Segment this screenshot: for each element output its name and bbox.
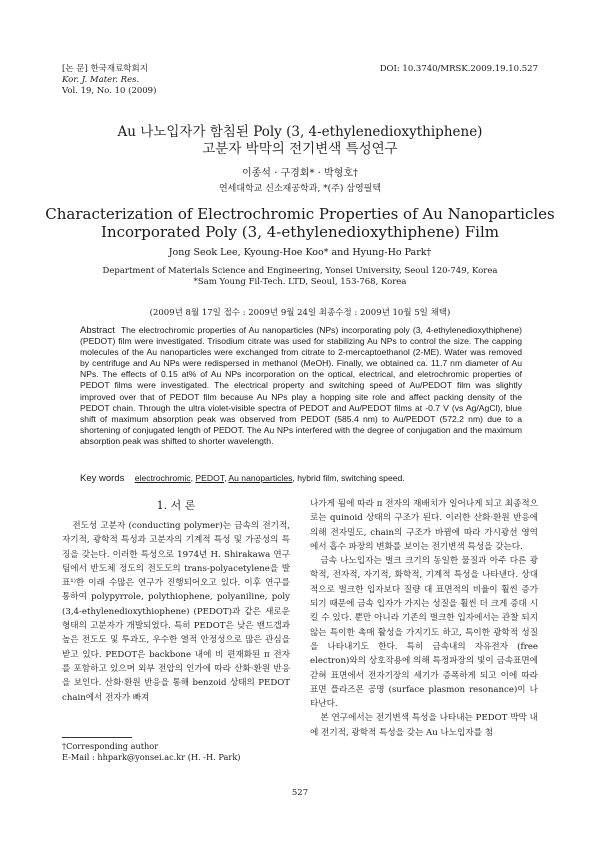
- title-korean: [0, 124, 600, 158]
- affiliation-english-line2: *Sam Young Fil-Tech. LTD, Seoul, 153-768, Korea: [193, 277, 407, 287]
- title-korean-line2: 고분자 박막의 전기변색 특성연구: [202, 141, 398, 157]
- title-english-line2: Incorporated Poly (3, 4-ethylenedioxythiphene) Film: [101, 223, 499, 241]
- keywords-rest: , hybrid film, switching speed.: [292, 473, 405, 483]
- doi: DOI: 10.3740/MRSK.2009.19.10.527: [379, 64, 538, 74]
- abstract-text: The electrochromic properties of Au nanoparticles (NPs) incorporating poly (3, 4-ethylenedioxythiphene) (PEDOT) film were investigated. Trisodium citrate was used for stabilizing Au NPs to control the size. The capping molecules of the Au nanoparticles were exchanged from citrate to 2-mercaptoethanol (2-ME). Water was removed by centrifuge and Au NPs were redispersed in methanol (MeOH). Finally, we obtained ca. 11.7 nm diameter of Au NPs. The effects of 0.15 at% of Au NPs incorporation on the optical, electrical, and eletrochromic properties of PEDOT films were investigated. The electrical property and switching speed of Au/PEDOT film was slightly improved over that of PEDOT film because Au NPs play a hopping site role and affect packing density of the PEDOT chain. Through the ultra violet-visible spectra of PEDOT and Au/PEDOT films at -0.7 V (vs Ag/AgCl), blue shift of maximum absorption peak was observed from PEDOT (585.4 nm) to Au/PEDOT (572.2 nm) due to a shortening of conjugated length of PEDOT. The Au NPs interfered with the degree of conjugation and the maximum absorption peak was shifted to shorter wavelength.: [80, 325, 522, 446]
- paragraph: 나가게 됨에 따라 π 전자의 재배치가 일어나게 되고 최종적으로는 quinoid 상태의 구조가 된다. 이러한 산화·환원 반응에 의해 전자밀도, chain의 구조가 바뀜에 따라 가시광선 영역에서 흡수 파장의 변화를 보이는 전기변색 특성을 갖는다.: [310, 499, 538, 552]
- affiliation-korean: 연세대학교 신소재공학과, *(주) 삼영필텍: [218, 184, 382, 194]
- authors-english: Jong Seok Lee, Kyoung-Hoe Koo* and Hyung-Ho Park†: [168, 247, 432, 258]
- authors-korean: 이종석 · 구경회* · 박형호†: [241, 168, 358, 179]
- paragraph: 금속 나노입자는 벌크 크기의 동일한 물질과 아주 다른 광학적, 전자적, 자기적, 화학적, 기계적 특성을 나타낸다. 상대적으로 벌크한 입자보다 질량 대 표면적의 비율이 훨씬 증가되기 때문에 금속 입자가 가지는 성질을 훨씬 더 크게 증대 시킬 수 있다. 뿐만 아니라 기존의 벌크한 입자에서는 관찰 되지 않는 특이한 촉매 활성을 가지기도 하고, 특이한 광학적 성질을 나타내기도 한다. 특히 금속내의 자유전자 (free electron)와의 상호작용에 의해 특정파장의 빛이 금속표면에 갇혀 표면에서 전자기장의 세기가 증폭하게 되고 이에 따라 표면 플라즈몬 공명 (surface plasmon resonance)이 나타난다.: [310, 556, 538, 710]
- received-dates: (2009년 8월 17일 접수 : 2009년 9월 24일 최종수정 : 2009년 10월 5일 채택): [149, 308, 451, 318]
- body-column-left: [62, 519, 290, 705]
- paragraph: 본 연구에서는 전기변색 특성을 나타내는 PEDOT 박막 내에 전기적, 광학적 특성을 갖는 Au 나노입자를 첨: [310, 713, 538, 738]
- journal-volume: Vol. 19, No. 10 (2009): [62, 86, 157, 96]
- footnote-divider: [62, 737, 132, 738]
- abstract: [80, 325, 522, 447]
- journal-name-ko: [논 문] 한국재료학회지: [62, 64, 148, 74]
- abstract-label: Abstract: [80, 325, 115, 336]
- journal-header: [62, 64, 156, 97]
- affiliation-english: [0, 266, 600, 288]
- journal-name-en: Kor. J. Mater. Res.: [62, 75, 140, 85]
- section-title: 1. 서 론: [156, 499, 196, 512]
- footnote: [62, 741, 240, 763]
- keyword-link[interactable]: PEDOT: [195, 473, 225, 483]
- keywords: Key words electrochromic, PEDOT, Au nanoparticles, hybrid film, switching speed.: [80, 473, 405, 484]
- body-column-right: [310, 497, 538, 740]
- footnote-corresponding: †Corresponding author: [62, 741, 159, 751]
- page-number: 527: [291, 788, 309, 798]
- title-english-line1: Characterization of Electrochromic Properties of Au Nanoparticles: [45, 205, 555, 223]
- affiliation-english-line1: Department of Materials Science and Engineering, Yonsei University, Seoul 120-749, Korea: [102, 266, 498, 276]
- keyword-link[interactable]: electrochromic: [134, 473, 191, 483]
- paragraph: 전도성 고분자 (conducting polymer)는 금속의 전기적, 자기적, 광학적 특성과 고분자의 기계적 특성 및 가공성의 특징을 갖는다. 이러한 특성으로 1974년 H. Shirakawa 연구팀에서 반도체 정도의 전도도의 trans-polyacetylene을 발표¹⁾한 이래 수많은 연구가 진행되어오고 있다. 이후 연구를 통하여 polypyrrole, polythiophene, polyaniline, poly (3,4-ethylenedioxythiophene) (PEDOT)과 같은 새로운 형태의 고분자가 개발되었다. 특히 PEDOT은 낮은 밴드갭과 높은 전도도 및 투과도, 우수한 열적 안정성으로 많은 관심을 받고 있다. PEDOT은 backbone 내에 비 편재화된 π 전자를 포함하고 있으며 외부 전압의 인가에 따라 산화·환원 반응을 보인다. 산화·환원 반응을 통해 benzoid 상태의 PEDOT chain에서 전자가 빠져: [62, 521, 290, 703]
- keyword-link[interactable]: Au nanoparticles: [228, 473, 293, 483]
- title-korean-line1: Au 나노입자가 함침된 Poly (3, 4-ethylenedioxythiphene): [117, 124, 483, 140]
- footnote-email: E-Mail : hhpark@yonsei.ac.kr (H. -H. Park): [62, 752, 241, 762]
- keywords-label: Key words: [80, 473, 125, 484]
- title-english: [0, 205, 600, 241]
